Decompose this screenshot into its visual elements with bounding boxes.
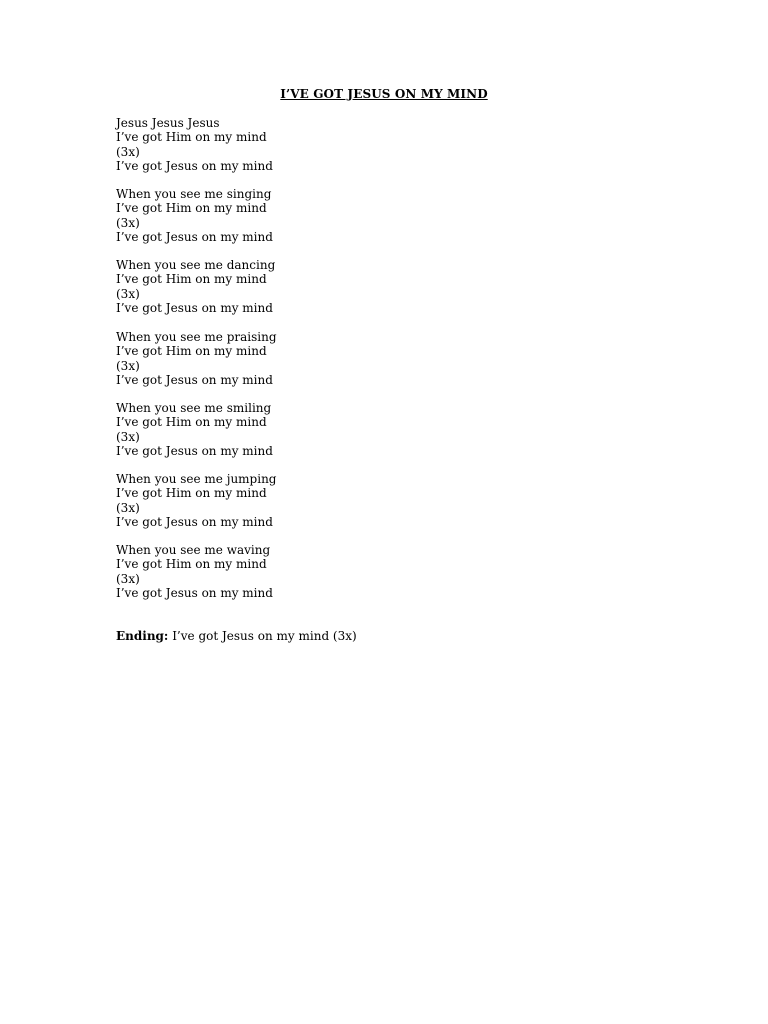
lyric-line: I’ve got Him on my mind [116, 557, 267, 572]
stanza-6 [116, 472, 276, 529]
ending-label: Ending: [116, 629, 169, 643]
lyric-line: I’ve got Jesus on my mind [116, 514, 273, 529]
lyric-line: I’ve got Him on my mind [116, 272, 267, 287]
repeat-marker: (3x) [116, 358, 140, 373]
lyric-line: I’ve got Him on my mind [116, 415, 267, 430]
lyric-line: I’ve got Jesus on my mind [116, 372, 273, 387]
ending-text: I’ve got Jesus on my mind (3x) [168, 629, 357, 643]
repeat-marker: (3x) [116, 286, 140, 301]
repeat-marker: (3x) [116, 500, 140, 515]
lyric-line: I’ve got Jesus on my mind [116, 158, 273, 173]
lyric-line: I’ve got Him on my mind [116, 344, 267, 359]
stanza-1 [116, 116, 273, 173]
lyric-line: I’ve got Jesus on my mind [116, 300, 273, 315]
repeat-marker: (3x) [116, 429, 140, 444]
lyric-line: When you see me singing [116, 187, 272, 201]
lyric-line: I’ve got Jesus on my mind [116, 443, 273, 458]
lyric-line: I’ve got Jesus on my mind [116, 229, 273, 244]
lyric-line: I’ve got Him on my mind [116, 201, 267, 216]
song-title: I’VE GOT JESUS ON MY MIND [280, 87, 488, 101]
lyric-line: When you see me jumping [116, 472, 277, 486]
stanza-7 [116, 543, 273, 600]
ending-line [116, 629, 357, 643]
repeat-marker: (3x) [116, 144, 140, 159]
repeat-marker: (3x) [116, 215, 140, 230]
stanza-3 [116, 258, 275, 315]
lyric-line: When you see me smiling [116, 401, 272, 415]
lyric-line: I’ve got Him on my mind [116, 130, 267, 145]
lyric-line: When you see me dancing [116, 258, 276, 272]
lyric-line: When you see me praising [116, 330, 277, 344]
lyric-line: I’ve got Jesus on my mind [116, 585, 273, 600]
lyric-line: Jesus Jesus Jesus [116, 116, 220, 130]
stanza-5 [116, 401, 273, 458]
repeat-marker: (3x) [116, 571, 140, 586]
lyric-line: When you see me waving [116, 543, 271, 557]
stanza-4 [116, 330, 277, 387]
lyric-line: I’ve got Him on my mind [116, 486, 267, 501]
stanza-2 [116, 187, 273, 244]
